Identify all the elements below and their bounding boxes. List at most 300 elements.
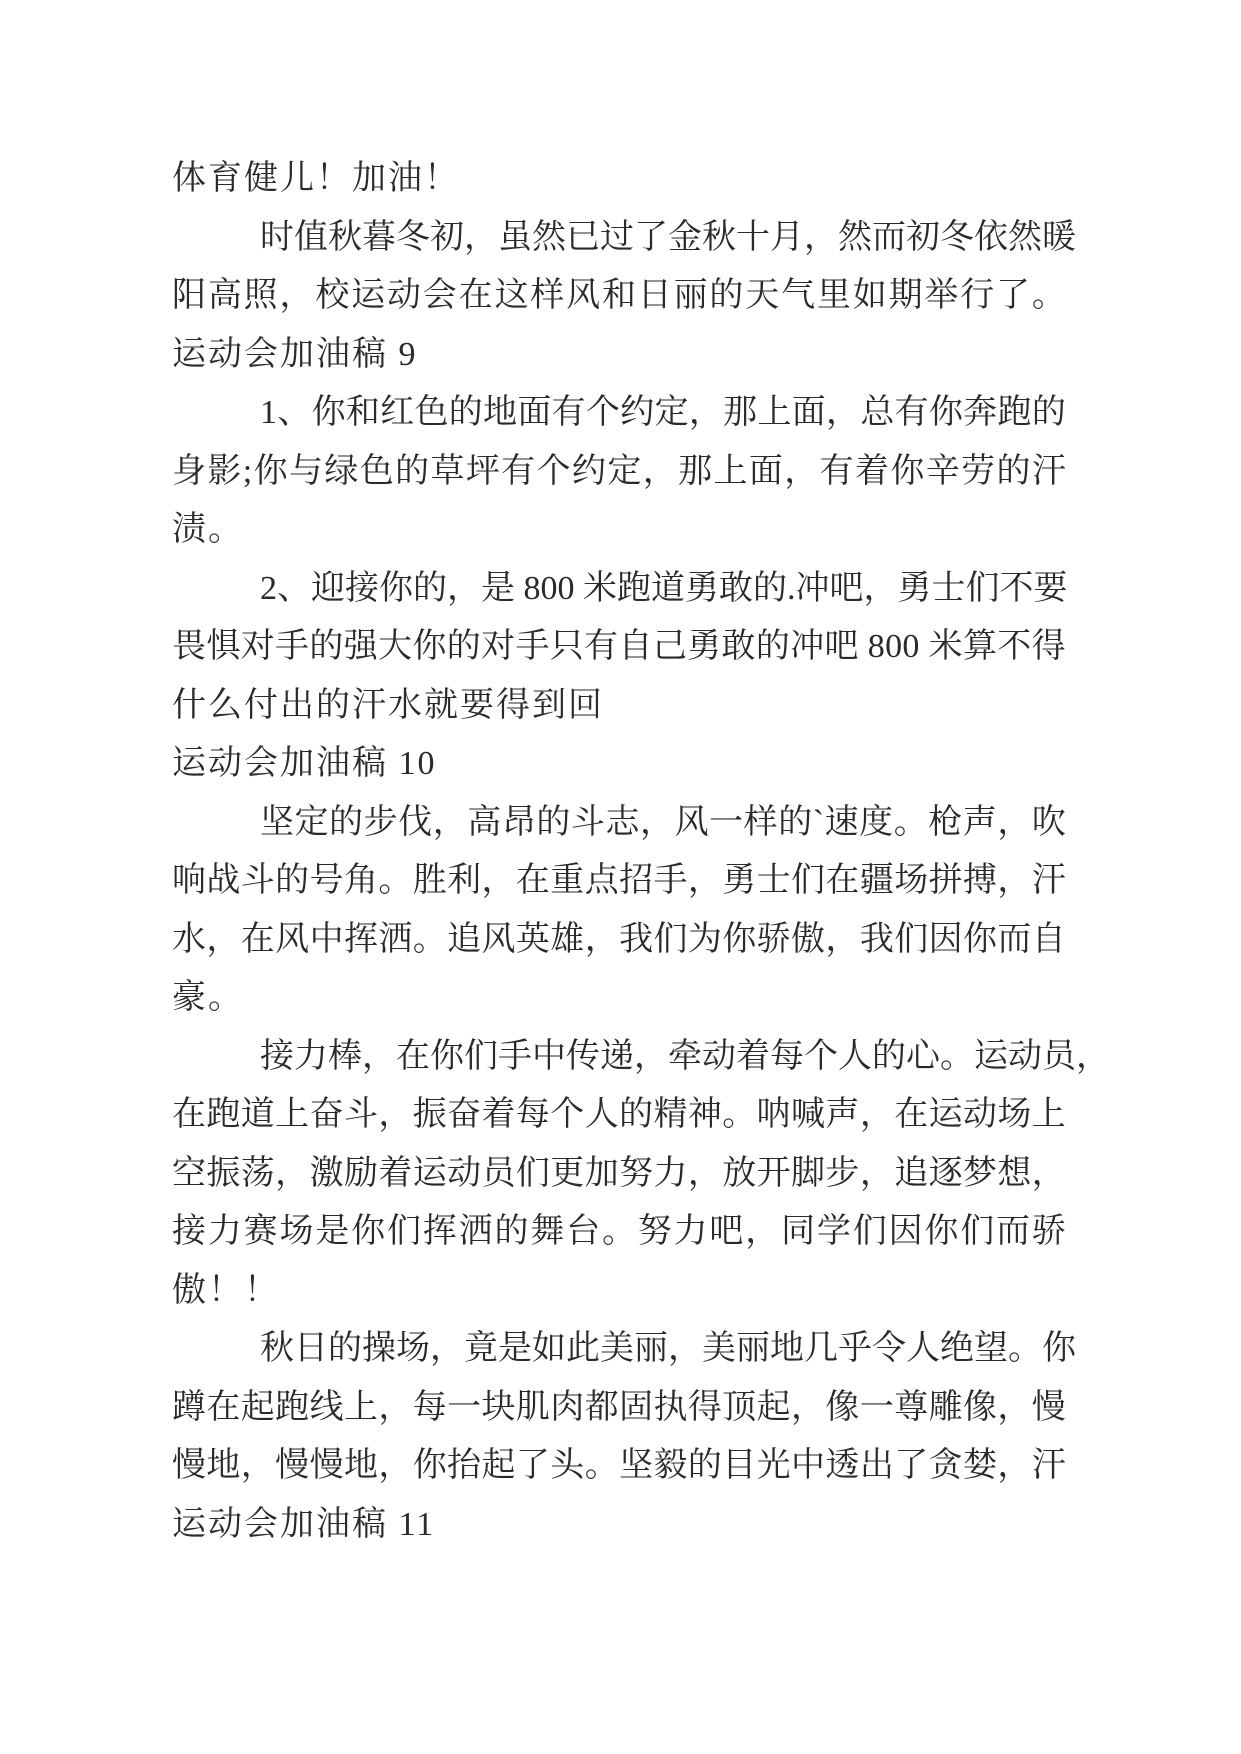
text-character: 吧 bbox=[824, 628, 859, 665]
text-character: 冬 bbox=[940, 218, 974, 256]
text-character: 你 bbox=[962, 920, 997, 958]
text-character: 步 bbox=[825, 1154, 860, 1192]
text-character: 中 bbox=[309, 920, 344, 958]
text-character: 十 bbox=[736, 218, 770, 256]
text-character: 样 bbox=[743, 803, 778, 841]
text-character: 是 bbox=[481, 569, 515, 607]
text-character: 婪 bbox=[962, 1447, 997, 1484]
text-character: 天 bbox=[745, 277, 780, 314]
text-character: 操 bbox=[362, 1330, 396, 1367]
text-character: 力 bbox=[673, 1213, 708, 1250]
text-character: 场 bbox=[997, 1096, 1032, 1133]
text-character: ， bbox=[997, 1388, 1032, 1426]
text-character: 振 bbox=[206, 1154, 241, 1192]
text-character: 贪 bbox=[928, 1447, 963, 1484]
text-character: 中 bbox=[532, 1037, 566, 1075]
text-character: 畏 bbox=[172, 628, 206, 665]
text-character: 脚 bbox=[791, 1154, 826, 1192]
text-character: 你 bbox=[351, 1213, 386, 1250]
text-character: 我 bbox=[859, 920, 894, 958]
text-character: 励 bbox=[343, 1154, 378, 1192]
text-character: 的 bbox=[329, 803, 364, 841]
text-character: 、 bbox=[277, 394, 312, 431]
text-character: 搏 bbox=[962, 862, 997, 899]
text-character: ， bbox=[687, 1154, 722, 1192]
text-character: 算 bbox=[962, 628, 997, 665]
text-character: 动 bbox=[702, 1037, 736, 1075]
text-character: 了 bbox=[996, 277, 1031, 314]
text-character: 有 bbox=[584, 628, 619, 665]
text-character: 日 bbox=[637, 277, 672, 314]
text-character: 追 bbox=[447, 920, 482, 958]
text-character: 跑 bbox=[206, 1096, 241, 1133]
text-character: ， bbox=[863, 569, 898, 607]
text-character: 1 bbox=[260, 394, 277, 431]
text-character: 与 bbox=[288, 452, 323, 490]
text-character: 米 bbox=[928, 628, 963, 665]
text-character: 0 bbox=[885, 628, 903, 665]
text-character: 枪 bbox=[928, 803, 963, 841]
text-character: 目 bbox=[722, 1447, 757, 1484]
text-character: 丽 bbox=[736, 1330, 770, 1367]
text-character: 辛 bbox=[925, 452, 960, 490]
text-character: 的 bbox=[778, 803, 813, 841]
text-character: 传 bbox=[566, 1037, 600, 1075]
text-line bbox=[172, 1379, 1066, 1438]
text-character: 地 bbox=[770, 1330, 804, 1367]
text-character: 吧 bbox=[709, 1213, 744, 1250]
text-character: 赛 bbox=[243, 1213, 278, 1250]
text-character: 呐 bbox=[756, 1096, 791, 1133]
text-character: 坪 bbox=[465, 452, 500, 490]
text-character: 行 bbox=[960, 277, 995, 314]
document-body bbox=[172, 150, 1110, 1554]
text-character: 秋 bbox=[260, 1330, 294, 1367]
text-character: 是 bbox=[315, 1213, 350, 1250]
text-character bbox=[515, 560, 524, 619]
text-character: 棒 bbox=[328, 1037, 362, 1075]
text-character: 度 bbox=[859, 803, 894, 841]
text-character: 激 bbox=[309, 1154, 344, 1192]
text-character: ， bbox=[826, 394, 861, 431]
text-character: 战 bbox=[206, 862, 241, 899]
text-character: 有 bbox=[501, 452, 536, 490]
text-character: 的 bbox=[395, 452, 430, 490]
text-character: ， bbox=[997, 1447, 1032, 1484]
text-character: 舞 bbox=[530, 1213, 565, 1250]
text-character: 然 bbox=[1008, 218, 1042, 256]
text-character: 逐 bbox=[928, 1154, 963, 1192]
text-character: 了 bbox=[515, 1447, 550, 1484]
text-character: 们 bbox=[386, 1213, 421, 1250]
text-character: 红 bbox=[380, 394, 415, 431]
text-character: 雕 bbox=[928, 1388, 963, 1426]
text-character: 0 bbox=[557, 569, 575, 607]
text-character: 斗 bbox=[343, 1096, 378, 1133]
text-character: 着 bbox=[481, 1096, 516, 1133]
text-character: 努 bbox=[619, 1154, 654, 1192]
section-heading: 运动会加油稿 10 bbox=[172, 745, 437, 782]
text-character: 的 bbox=[413, 569, 447, 607]
text-character: 英 bbox=[515, 920, 550, 958]
text-character: ， bbox=[791, 1388, 826, 1426]
text-character: 约 bbox=[571, 452, 606, 490]
text-character: 空 bbox=[172, 1154, 206, 1192]
text-character: ， bbox=[687, 862, 722, 899]
text-character: ， bbox=[825, 920, 860, 958]
text-character: 乎 bbox=[838, 1330, 872, 1367]
text-character: 出 bbox=[859, 1447, 894, 1484]
text-character: ， bbox=[275, 1154, 310, 1192]
text-character: 丽 bbox=[673, 277, 708, 314]
text-character: 尊 bbox=[894, 1388, 929, 1426]
text-character: 样 bbox=[530, 277, 565, 314]
text-character: 绿 bbox=[324, 452, 359, 490]
text-character: 场 bbox=[279, 1213, 314, 1250]
text-character: 水 bbox=[172, 920, 206, 958]
text-character: ; bbox=[242, 452, 253, 490]
text-character: ， bbox=[745, 1213, 780, 1250]
text-character: 和 bbox=[601, 277, 636, 314]
text-character: 的 bbox=[709, 277, 744, 314]
text-character: 暖 bbox=[1042, 218, 1076, 256]
text-character: 的 bbox=[753, 569, 787, 607]
text-character: 人 bbox=[906, 1330, 940, 1367]
text-character: 冲 bbox=[795, 569, 830, 607]
text-character: 而 bbox=[996, 1213, 1031, 1250]
text-character: 振 bbox=[412, 1096, 447, 1133]
text-character: 日 bbox=[294, 1330, 328, 1367]
text-character: 同 bbox=[781, 1213, 816, 1250]
text-character: 是 bbox=[498, 1330, 532, 1367]
text-character: 手 bbox=[515, 628, 550, 665]
text-character: 慢 bbox=[1031, 1388, 1066, 1426]
text-character: 在 bbox=[240, 920, 275, 958]
text-character: 的 bbox=[996, 452, 1031, 490]
text-line bbox=[172, 1086, 1066, 1145]
text-character: ， bbox=[688, 394, 723, 431]
text-character bbox=[859, 618, 868, 677]
text-character: 。 bbox=[584, 1447, 619, 1484]
text-character: 然 bbox=[838, 218, 872, 256]
text-character: 运 bbox=[974, 1037, 1008, 1075]
text-character: 迎 bbox=[311, 569, 345, 607]
text-character: ， bbox=[804, 218, 838, 256]
text-character: 员 bbox=[481, 1154, 516, 1192]
text-character: 执 bbox=[653, 1388, 688, 1426]
text-line bbox=[172, 794, 1066, 853]
text-character: 定 bbox=[654, 394, 689, 431]
text-character: 照 bbox=[243, 277, 278, 314]
text-character: 定 bbox=[607, 452, 642, 490]
text-character: 只 bbox=[549, 628, 584, 665]
text-character: 固 bbox=[619, 1388, 654, 1426]
text-character: 挥 bbox=[422, 1213, 457, 1250]
text-character: 期 bbox=[888, 277, 923, 314]
section-heading: 运动会加油稿 11 bbox=[172, 1505, 436, 1543]
text-character: 接 bbox=[345, 569, 379, 607]
text-character: 米 bbox=[583, 569, 617, 607]
text-character: 你 bbox=[924, 1213, 959, 1250]
text-character: 的 bbox=[687, 1447, 722, 1484]
text-character: 不 bbox=[999, 569, 1034, 607]
text-character: 神 bbox=[687, 1096, 722, 1133]
text-line bbox=[172, 911, 1066, 970]
text-character: 员 bbox=[1042, 1037, 1076, 1075]
text-character: 慢 bbox=[172, 1447, 206, 1484]
text-character: 大 bbox=[378, 628, 413, 665]
text-character: ， bbox=[432, 803, 467, 841]
text-character: ， bbox=[997, 803, 1032, 841]
text-character: 已 bbox=[566, 218, 600, 256]
text-character: 此 bbox=[566, 1330, 600, 1367]
text-character: 勇 bbox=[687, 628, 722, 665]
text-character: 递 bbox=[600, 1037, 634, 1075]
text-character: 荡 bbox=[240, 1154, 275, 1192]
text-character: 草 bbox=[430, 452, 465, 490]
text-line bbox=[172, 1437, 1066, 1496]
text-character: 洒 bbox=[378, 920, 413, 958]
text-character: 因 bbox=[888, 1213, 923, 1250]
text-character: 喊 bbox=[791, 1096, 826, 1133]
text-line bbox=[172, 852, 1066, 911]
text-character: 奋 bbox=[447, 1096, 482, 1133]
text-character: 自 bbox=[618, 628, 653, 665]
text-character: 顶 bbox=[722, 1388, 757, 1426]
text-character: 着 bbox=[854, 452, 889, 490]
text-character: 月 bbox=[770, 218, 804, 256]
text-character: 的 bbox=[446, 628, 481, 665]
text-character: 起 bbox=[481, 1447, 516, 1484]
text-character: 们 bbox=[653, 920, 688, 958]
text-character: 的 bbox=[328, 1330, 362, 1367]
text-character: 风 bbox=[481, 920, 516, 958]
text-character: 运 bbox=[351, 277, 386, 314]
text-character: 道 bbox=[651, 569, 685, 607]
text-character: 冬 bbox=[396, 218, 430, 256]
text-character: 力 bbox=[207, 1213, 242, 1250]
text-line: 渍。 bbox=[172, 511, 244, 548]
text-character: 那 bbox=[723, 394, 758, 431]
text-character: 过 bbox=[600, 218, 634, 256]
text-character: 步 bbox=[363, 803, 398, 841]
text-character: 每 bbox=[515, 1096, 550, 1133]
text-character: 手 bbox=[275, 628, 310, 665]
text-character: 努 bbox=[637, 1213, 672, 1250]
text-character: ， bbox=[784, 452, 819, 490]
text-character: 个 bbox=[536, 452, 571, 490]
text-character: ， bbox=[378, 1388, 413, 1426]
text-character: 如 bbox=[532, 1330, 566, 1367]
text-character: 绝 bbox=[940, 1330, 974, 1367]
text-character: 面 bbox=[791, 394, 826, 431]
text-character: 抬 bbox=[447, 1447, 482, 1484]
text-character: 阳 bbox=[172, 277, 206, 314]
text-character: 一 bbox=[859, 1388, 894, 1426]
text-character: 运 bbox=[412, 1154, 447, 1192]
text-character: 跑 bbox=[617, 569, 651, 607]
text-line bbox=[172, 209, 1076, 268]
text-character: 接 bbox=[260, 1037, 294, 1075]
text-character: 定 bbox=[294, 803, 329, 841]
text-character: 身 bbox=[172, 452, 206, 490]
text-character: 精 bbox=[653, 1096, 688, 1133]
text-character: 着 bbox=[378, 1154, 413, 1192]
text-character: 动 bbox=[447, 1154, 482, 1192]
text-character: 汗 bbox=[1031, 452, 1066, 490]
text-character: 敢 bbox=[721, 628, 756, 665]
text-character: . bbox=[787, 569, 796, 607]
text-character: 值 bbox=[294, 218, 328, 256]
text-character: 举 bbox=[924, 277, 959, 314]
text-character: 块 bbox=[481, 1388, 516, 1426]
text-character: 志 bbox=[605, 803, 640, 841]
text-character: 号 bbox=[309, 862, 344, 899]
text-character: 地 bbox=[206, 1447, 241, 1484]
text-character: 学 bbox=[816, 1213, 851, 1250]
text-character: 开 bbox=[756, 1154, 791, 1192]
text-character: 风 bbox=[674, 803, 709, 841]
text-character: ， bbox=[378, 1447, 413, 1484]
text-character: 0 bbox=[540, 569, 558, 607]
text-character: 影 bbox=[207, 452, 242, 490]
text-character: 。 bbox=[1008, 1330, 1042, 1367]
text-line bbox=[172, 384, 1066, 443]
text-character: ` bbox=[812, 803, 825, 841]
text-character: 美 bbox=[600, 1330, 634, 1367]
text-character: 在 bbox=[396, 1037, 430, 1075]
text-character: 放 bbox=[722, 1154, 757, 1192]
text-character: 的 bbox=[536, 803, 571, 841]
text-character: 在 bbox=[172, 1096, 206, 1133]
text-line bbox=[172, 1028, 1110, 1087]
text-character: 洒 bbox=[458, 1213, 493, 1250]
text-character: 因 bbox=[928, 920, 963, 958]
text-line bbox=[172, 560, 1066, 619]
text-character: 。 bbox=[1031, 277, 1066, 314]
text-character: 肉 bbox=[550, 1388, 585, 1426]
text-character: 速 bbox=[824, 803, 859, 841]
text-character: 和 bbox=[345, 394, 380, 431]
text-character: 们 bbox=[515, 1154, 550, 1192]
text-character: 一 bbox=[447, 1388, 482, 1426]
text-character: 勇 bbox=[897, 569, 932, 607]
text-character: 你 bbox=[311, 394, 346, 431]
text-character: 上 bbox=[713, 452, 748, 490]
text-character: 8 bbox=[523, 569, 541, 607]
text-character: 的 bbox=[494, 1213, 529, 1250]
text-character: ， bbox=[279, 277, 314, 314]
text-character: 。 bbox=[940, 1037, 974, 1075]
text-character: 在 bbox=[894, 1096, 929, 1133]
text-character: 那 bbox=[678, 452, 713, 490]
text-line bbox=[172, 443, 1066, 502]
text-line bbox=[172, 1145, 1066, 1204]
text-character: 线 bbox=[309, 1388, 344, 1426]
text-character: ， bbox=[642, 452, 677, 490]
text-character: 会 bbox=[422, 277, 457, 314]
text-character: 头 bbox=[550, 1447, 585, 1484]
text-character: 。 bbox=[893, 803, 928, 841]
text-character: 风 bbox=[275, 920, 310, 958]
text-character: 这 bbox=[494, 277, 529, 314]
text-character: 汗 bbox=[1031, 862, 1066, 899]
text-character: 你 bbox=[430, 1037, 464, 1075]
text-character: 动 bbox=[386, 277, 421, 314]
text-character: ， bbox=[378, 1096, 413, 1133]
text-character: 们 bbox=[791, 862, 826, 899]
text-character: 肌 bbox=[515, 1388, 550, 1426]
text-character: 伐 bbox=[398, 803, 433, 841]
text-character: 道 bbox=[240, 1096, 275, 1133]
text-character: 我 bbox=[619, 920, 654, 958]
section-heading: 运动会加油稿 9 bbox=[172, 335, 418, 373]
text-character: 吹 bbox=[1031, 803, 1066, 841]
text-character: 0 bbox=[902, 628, 920, 665]
text-character: 场 bbox=[894, 862, 929, 899]
text-character: 在 bbox=[515, 862, 550, 899]
text-character: 梦 bbox=[962, 1154, 997, 1192]
text-character: 运 bbox=[928, 1096, 963, 1133]
text-character: 想 bbox=[997, 1154, 1032, 1192]
text-character: 士 bbox=[931, 569, 966, 607]
text-character: 总 bbox=[860, 394, 895, 431]
text-character: ， bbox=[1031, 1154, 1066, 1192]
text-character: 有 bbox=[894, 394, 929, 431]
text-character: 台 bbox=[566, 1213, 601, 1250]
text-character: 声 bbox=[962, 803, 997, 841]
text-character: 光 bbox=[756, 1447, 791, 1484]
text-character: 接 bbox=[172, 1213, 206, 1250]
text-character: 傲 bbox=[791, 920, 826, 958]
text-character: 不 bbox=[997, 628, 1032, 665]
text-character: 透 bbox=[825, 1447, 860, 1484]
text-character: 强 bbox=[343, 628, 378, 665]
text-character: 初 bbox=[906, 218, 940, 256]
text-character: 力 bbox=[294, 1037, 328, 1075]
text-character: 起 bbox=[240, 1388, 275, 1426]
text-character: 然 bbox=[532, 218, 566, 256]
text-character: 高 bbox=[207, 277, 242, 314]
text-character: 对 bbox=[240, 628, 275, 665]
text-character: 毅 bbox=[653, 1447, 688, 1484]
text-character: 几 bbox=[804, 1330, 838, 1367]
text-character: ， bbox=[859, 1154, 894, 1192]
text-line: 傲！！ bbox=[172, 1271, 280, 1309]
text-line bbox=[172, 1320, 1076, 1379]
text-character: 里 bbox=[816, 277, 851, 314]
text-character: 角 bbox=[343, 862, 378, 899]
text-character: ， bbox=[640, 803, 675, 841]
text-character: 拼 bbox=[928, 862, 963, 899]
text-character: 点 bbox=[584, 862, 619, 899]
text-character: 每 bbox=[770, 1037, 804, 1075]
text-character: 你 bbox=[1042, 1330, 1076, 1367]
text-character: 手 bbox=[498, 1037, 532, 1075]
text-character: 金 bbox=[668, 218, 702, 256]
text-character: 慢 bbox=[275, 1447, 310, 1484]
text-character: 的 bbox=[309, 628, 344, 665]
text-character: 有 bbox=[819, 452, 854, 490]
text-character: 像 bbox=[962, 1388, 997, 1426]
text-character: 8 bbox=[867, 628, 885, 665]
text-line bbox=[172, 618, 1066, 677]
text-character: 士 bbox=[756, 862, 791, 899]
text-character: 个 bbox=[550, 1096, 585, 1133]
text-character: 地 bbox=[343, 1447, 378, 1484]
text-character: 你 bbox=[412, 628, 447, 665]
text-character: 初 bbox=[430, 218, 464, 256]
